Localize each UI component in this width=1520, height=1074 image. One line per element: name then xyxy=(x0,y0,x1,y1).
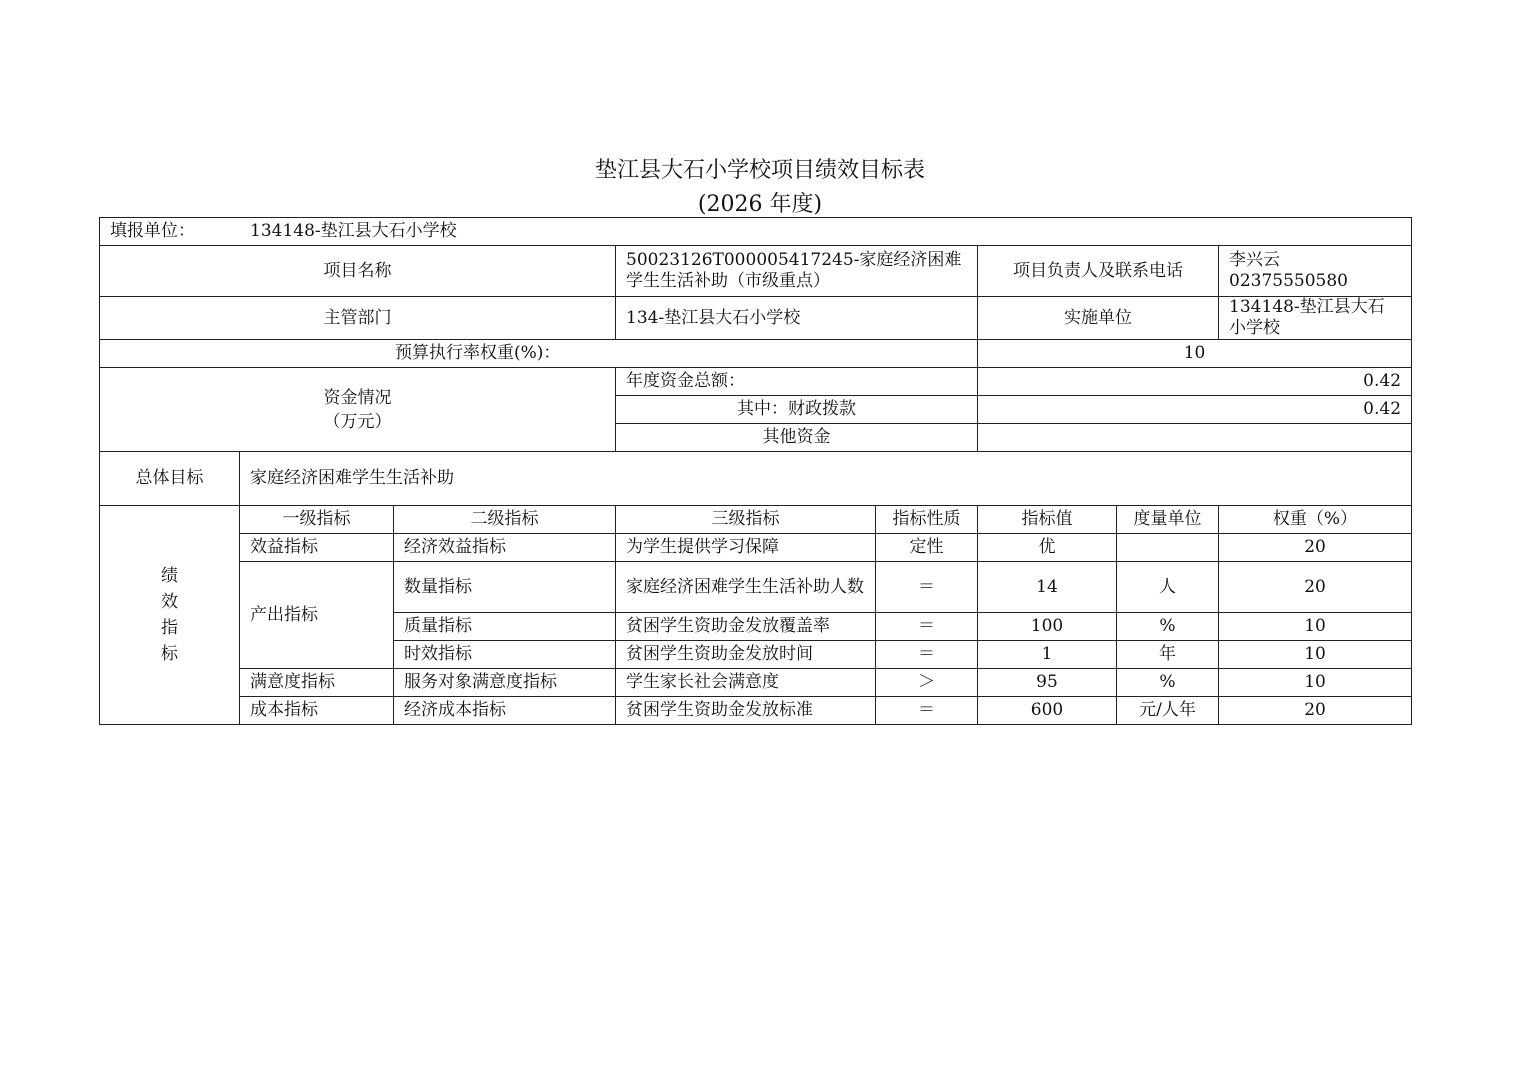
cell-l3: 为学生提供学习保障 xyxy=(616,534,876,562)
goal-value: 家庭经济困难学生生活补助 xyxy=(240,452,1412,506)
cell-nature: ＝ xyxy=(876,641,978,669)
unit-value: 134148-垫江县大石小学校 xyxy=(250,221,457,241)
cell-unit: % xyxy=(1117,669,1219,697)
table-row xyxy=(100,697,1412,725)
cell-weight: 20 xyxy=(1219,534,1412,562)
cell-l2: 经济成本指标 xyxy=(394,697,616,725)
funds-fiscal-label: 其中：财政拨款 xyxy=(616,396,978,424)
cell-l2: 经济效益指标 xyxy=(394,534,616,562)
cell-l3: 学生家长社会满意度 xyxy=(616,669,876,697)
cell-weight: 10 xyxy=(1219,669,1412,697)
header-value: 指标值 xyxy=(978,506,1117,534)
cell-nature: ＝ xyxy=(876,613,978,641)
project-name-label: 项目名称 xyxy=(100,246,616,297)
project-name-value: 50023126T000005417245-家庭经济困难学生生活补助（市级重点） xyxy=(616,246,978,297)
header-unit: 度量单位 xyxy=(1117,506,1219,534)
cell-weight: 20 xyxy=(1219,697,1412,725)
budget-rate-row xyxy=(100,340,1412,368)
funds-total-value: 0.42 xyxy=(978,368,1412,396)
table-row xyxy=(100,534,1412,562)
cell-value: 1 xyxy=(978,641,1117,669)
cell-nature: ＝ xyxy=(876,697,978,725)
perf-label: 绩 效 指 标 xyxy=(100,506,240,725)
cell-nature: 定性 xyxy=(876,534,978,562)
header-l2: 二级指标 xyxy=(394,506,616,534)
contact-value: 李兴云 02375550580 xyxy=(1219,246,1412,297)
funds-other-label: 其他资金 xyxy=(616,424,978,452)
page-title: 垫江县大石小学校项目绩效目标表 xyxy=(594,158,925,183)
budget-rate-label: 预算执行率权重(%)： xyxy=(100,340,978,368)
indicator-header-row xyxy=(100,506,1412,534)
dept-row xyxy=(100,297,1412,340)
funds-total-label: 年度资金总额： xyxy=(616,368,978,396)
cell-l2: 服务对象满意度指标 xyxy=(394,669,616,697)
cell-l2: 时效指标 xyxy=(394,641,616,669)
goal-row xyxy=(100,452,1412,506)
cell-l2: 数量指标 xyxy=(394,562,616,613)
impl-value: 134148-垫江县大石小学校 xyxy=(1219,297,1412,340)
performance-goal-table xyxy=(99,217,1412,725)
page-subtitle: (2026 年度) xyxy=(697,192,823,217)
cell-value: 14 xyxy=(978,562,1117,613)
unit-label: 填报单位： xyxy=(110,221,195,241)
cell-weight: 10 xyxy=(1219,613,1412,641)
table-row xyxy=(100,562,1412,613)
cell-nature: ＝ xyxy=(876,562,978,613)
funds-total-row xyxy=(100,368,1412,396)
unit-cell xyxy=(100,218,1412,246)
dept-label: 主管部门 xyxy=(100,297,616,340)
funds-fiscal-value: 0.42 xyxy=(978,396,1412,424)
header-l3: 三级指标 xyxy=(616,506,876,534)
cell-nature: ＞ xyxy=(876,669,978,697)
cell-l1: 满意度指标 xyxy=(240,669,394,697)
contact-label: 项目负责人及联系电话 xyxy=(978,246,1219,297)
unit-row xyxy=(100,218,1412,246)
cell-value: 600 xyxy=(978,697,1117,725)
funds-other-value xyxy=(978,424,1412,452)
header-l1: 一级指标 xyxy=(240,506,394,534)
cell-weight: 10 xyxy=(1219,641,1412,669)
cell-unit: 元/人年 xyxy=(1117,697,1219,725)
goal-label: 总体目标 xyxy=(100,452,240,506)
dept-value: 134-垫江县大石小学校 xyxy=(616,297,978,340)
funds-label: 资金情况 （万元） xyxy=(100,368,616,452)
cell-unit xyxy=(1117,534,1219,562)
cell-unit: 年 xyxy=(1117,641,1219,669)
cell-unit: 人 xyxy=(1117,562,1219,613)
cell-unit: % xyxy=(1117,613,1219,641)
cell-l3: 贫困学生资助金发放时间 xyxy=(616,641,876,669)
cell-l3: 贫困学生资助金发放覆盖率 xyxy=(616,613,876,641)
budget-rate-value: 10 xyxy=(978,340,1412,368)
header-nature: 指标性质 xyxy=(876,506,978,534)
cell-l3: 贫困学生资助金发放标准 xyxy=(616,697,876,725)
cell-l1: 成本指标 xyxy=(240,697,394,725)
impl-label: 实施单位 xyxy=(978,297,1219,340)
cell-l3: 家庭经济困难学生生活补助人数 xyxy=(616,562,876,613)
cell-value: 100 xyxy=(978,613,1117,641)
header-weight: 权重（%） xyxy=(1219,506,1412,534)
cell-l2: 质量指标 xyxy=(394,613,616,641)
cell-l1: 产出指标 xyxy=(240,562,394,669)
project-row xyxy=(100,246,1412,297)
cell-value: 优 xyxy=(978,534,1117,562)
cell-value: 95 xyxy=(978,669,1117,697)
cell-weight: 20 xyxy=(1219,562,1412,613)
table-row xyxy=(100,669,1412,697)
cell-l1: 效益指标 xyxy=(240,534,394,562)
